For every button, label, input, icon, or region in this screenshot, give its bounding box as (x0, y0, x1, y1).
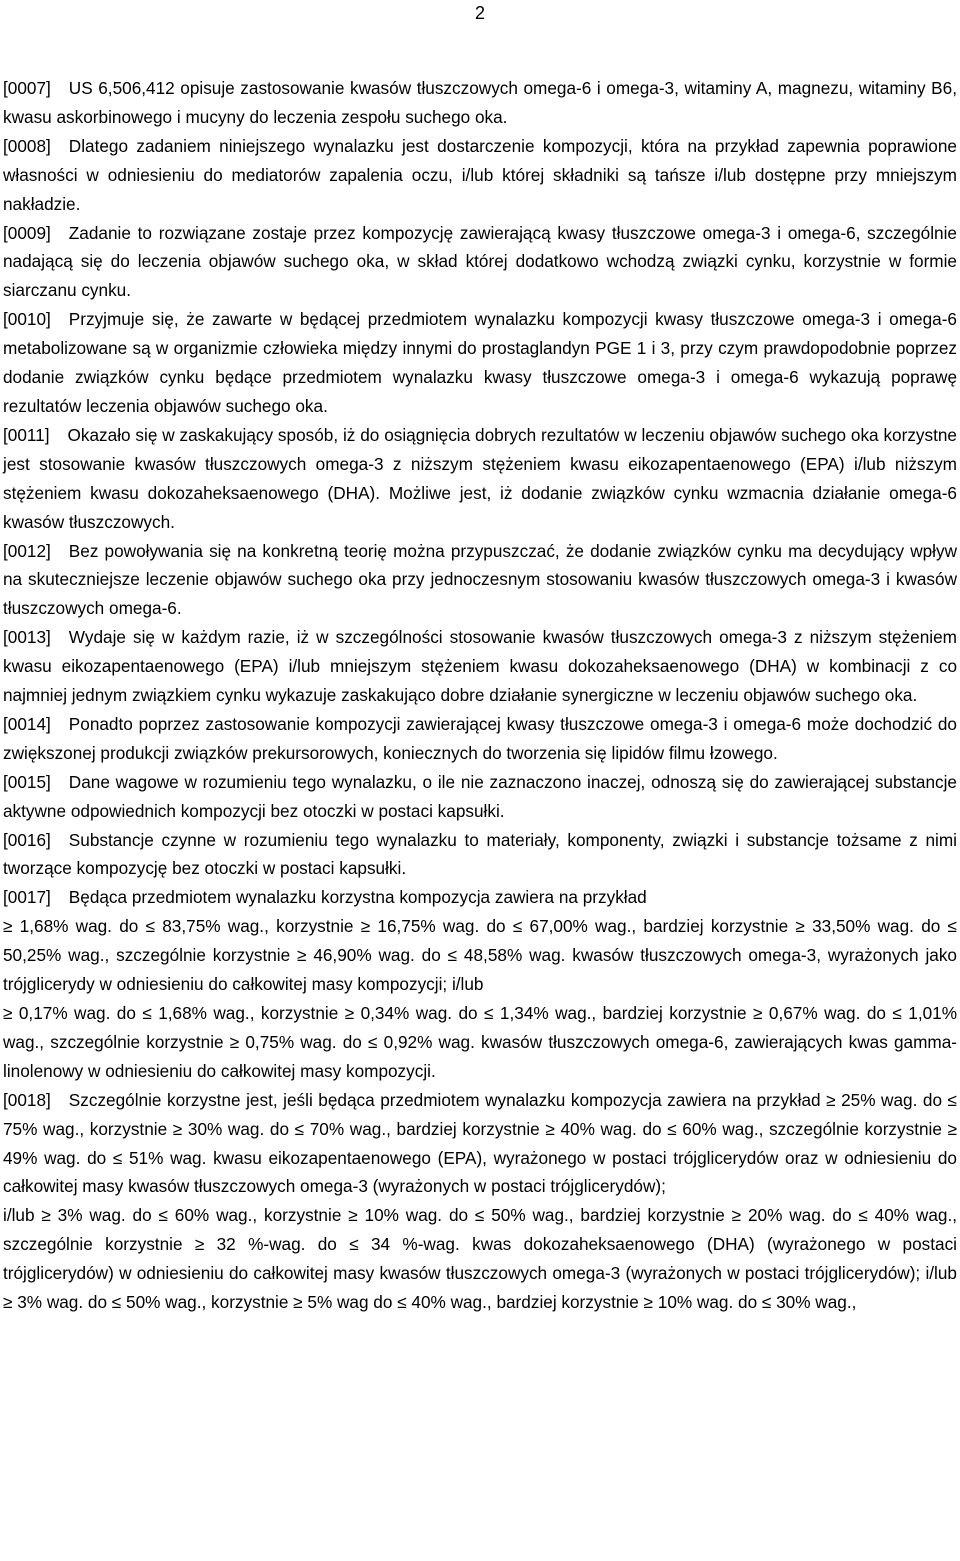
paragraph-number: [0012] (3, 540, 51, 561)
paragraph-0014 (3, 710, 957, 768)
paragraph-number: [0016] (3, 829, 51, 850)
paragraph-number: [0010] (3, 309, 51, 330)
paragraph-number: [0017] (3, 887, 51, 908)
paragraph-number: [0011] (3, 424, 50, 445)
paragraph-number: [0013] (3, 627, 51, 648)
paragraph-number: [0009] (3, 222, 51, 243)
paragraph-0011 (3, 421, 957, 537)
paragraph-0013 (3, 623, 957, 710)
paragraph-0018 (3, 1086, 957, 1202)
paragraph-number: [0007] (3, 78, 51, 98)
paragraph-text: Substancje czynne w rozumieniu tego wynalazku to materiały, komponenty, związki i substancje tożsame z nimi tworzące kompozycję bez otoczki w postaci kapsułki. (3, 829, 957, 879)
paragraph-text: Okazało się w zaskakujący sposób, iż do osiągnięcia dobrych rezultatów w leczeniu objawów suchego oka korzystne jest stosowanie kwasów tłuszczowych omega-3 z niższym stężeniem kwasu eikozapentaenowego (EPA) i/lub niższym stężeniem kwasu dokozaheksaenowego (DHA). Możliwe jest, iż dodanie związków cynku wzmacnia działanie omega-6 kwasów tłuszczowych. (3, 424, 957, 532)
paragraph-0010 (3, 305, 957, 421)
paragraph-text: Wydaje się w każdym razie, iż w szczególności stosowanie kwasów tłuszczowych omega-3 z niższym stężeniem kwasu eikozapentaenowego (EPA) i/lub mniejszym stężeniem kwasu dokozaheksaenowego (DHA) w kombinacji z co najmniej jednym związkiem cynku wykazuje zaskakująco dobre działanie synergiczne w leczeniu objawów suchego oka. (3, 627, 957, 706)
paragraph-0008 (3, 132, 957, 219)
paragraph-text: Szczególnie korzystne jest, jeśli będąca przedmiotem wynalazku kompozycja zawiera na przykład ≥ 25% wag. do ≤ 75% wag., korzystnie ≥ 30% wag. do ≤ 70% wag., bardziej korzystnie ≥ 40% wag. do ≤ 60% wag., szczególnie korzystnie ≥ 49% wag. do ≤ 51% wag. kwasu eikozapentaenowego (EPA), wyrażonego w postaci trójglicerydów oraz w odniesieniu do całkowitej masy kwasów tłuszczowych omega-3 (wyrażonych w postaci trójglicerydów); (3, 1089, 957, 1197)
paragraph-text: Przyjmuje się, że zawarte w będącej przedmiotem wynalazku kompozycji kwasy tłuszczowe omega-3 i omega-6 metabolizowane są w organizmie człowieka między innymi do prostaglandyn PGE 1 i 3, przy czym prawdopodobnie poprzez dodanie związków cynku będące przedmiotem wynalazku kwasy tłuszczowe omega-3 i omega-6 wykazują poprawę rezultatów leczenia objawów suchego oka. (3, 309, 957, 416)
paragraph-text: Bez powoływania się na konkretną teorię można przypuszczać, że dodanie związków cynku ma decydujący wpływ na skuteczniejsze leczenie objawów suchego oka przy jednoczesnym stosowaniu kwasów tłuszczowych omega-3 i kwasów tłuszczowych omega-6. (3, 540, 957, 619)
paragraph-text: ≥ 1,68% wag. do ≤ 83,75% wag., korzystnie ≥ 16,75% wag. do ≤ 67,00% wag., bardziej korzystnie ≥ 33,50% wag. do ≤ 50,25% wag., szczególnie korzystnie ≥ 46,90% wag. do ≤ 48,58% wag. kwasów tłuszczowych omega-3, wyrażonych jako trójglicerydy w odniesieniu do całkowitej masy kompozycji; i/lub (3, 916, 957, 995)
page-number: 2 (474, 3, 485, 23)
paragraph-0015 (3, 768, 957, 826)
paragraph-text: Dane wagowe w rozumieniu tego wynalazku, o ile nie zaznaczono inaczej, odnoszą się do zawierającej substancje aktywne odpowiednich kompozycji bez otoczki w postaci kapsułki. (3, 771, 957, 821)
paragraph-text: Ponadto poprzez zastosowanie kompozycji zawierającej kwasy tłuszczowe omega-3 i omega-6 może dochodzić do zwiększonej produkcji związków prekursorowych, koniecznych do tworzenia się lipidów filmu łzowego. (3, 713, 957, 763)
paragraph-0009 (3, 219, 957, 306)
paragraph-0012 (3, 537, 957, 624)
paragraph-number: [0014] (3, 713, 51, 734)
paragraph-number: [0008] (3, 135, 51, 156)
paragraph-text: Dlatego zadaniem niniejszego wynalazku jest dostarczenie kompozycji, która na przykład zapewnia poprawione własności w odniesieniu do mediatorów zapalenia oczu, i/lub której składniki są tańsze i/lub dostępne przy mniejszym nakładzie. (3, 135, 957, 214)
paragraph-0017-omega6-range (3, 999, 957, 1086)
paragraph-0007 (3, 74, 957, 132)
paragraph-number: [0018] (3, 1089, 51, 1110)
paragraph-text: US 6,506,412 opisuje zastosowanie kwasów tłuszczowych omega-6 i omega-3, witaminy A, magnezu, witaminy B6, kwasu askorbinowego i mucyny do leczenia zespołu suchego oka. (3, 78, 957, 127)
paragraph-text: Będąca przedmiotem wynalazku korzystna kompozycja zawiera na przykład (68, 887, 647, 908)
paragraph-0017-omega3-range (3, 912, 957, 999)
paragraph-text: i/lub ≥ 3% wag. do ≤ 60% wag., korzystnie ≥ 10% wag. do ≤ 50% wag., bardziej korzystnie ≥ 20% wag. do ≤ 40% wag., szczególnie korzystnie ≥ 32 %-wag. do ≤ 34 %-wag. kwas dokozaheksaenowego (DHA) (wyrażonego w postaci trójglicerydów) w odniesieniu do całkowitej masy kwasów tłuszczowych omega-3 (wyrażonych w postaci trójglicerydów); i/lub ≥ 3% wag. do ≤ 50% wag., korzystnie ≥ 5% wag do ≤ 40% wag., bardziej korzystnie ≥ 10% wag. do ≤ 30% wag., (3, 1205, 957, 1313)
paragraph-text: ≥ 0,17% wag. do ≤ 1,68% wag., korzystnie ≥ 0,34% wag. do ≤ 1,34% wag., bardziej korzystnie ≥ 0,67% wag. do ≤ 1,01% wag., szczególnie korzystnie ≥ 0,75% wag. do ≤ 0,92% wag. kwasów tłuszczowych omega-6, zawierających kwas gamma-linolenowy w odniesieniu do całkowitej masy kompozycji. (3, 1003, 957, 1081)
paragraph-0016 (3, 826, 957, 884)
paragraph-0017 (3, 883, 957, 912)
paragraph-text: Zadanie to rozwiązane zostaje przez kompozycję zawierającą kwasy tłuszczowe omega-3 i omega-6, szczególnie nadającą się do leczenia objawów suchego oka, w skład której dodatkowo wchodzą związki cynku, korzystnie w formie siarczanu cynku. (3, 222, 957, 301)
paragraph-0018-dha-range (3, 1201, 957, 1317)
paragraph-number: [0015] (3, 771, 51, 792)
document-body (3, 74, 957, 1317)
